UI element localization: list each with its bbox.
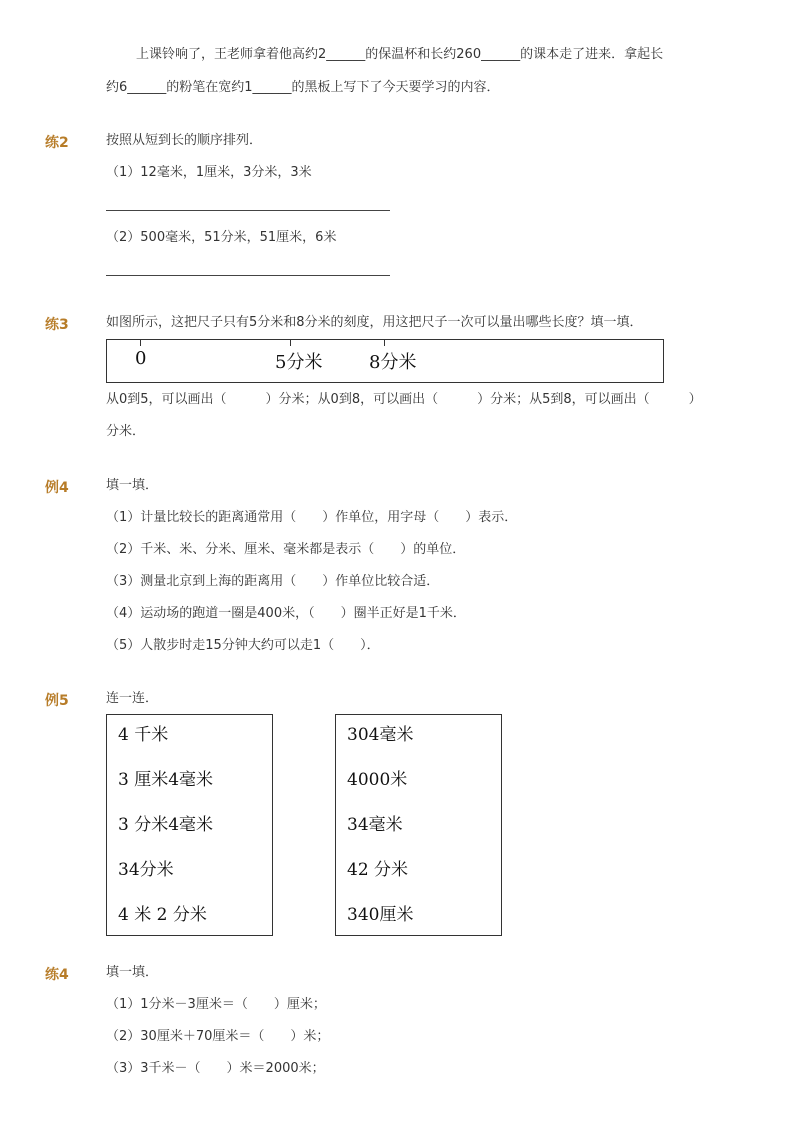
exercise-2-label: 练2: [45, 135, 69, 151]
answer-line-2: [106, 275, 390, 276]
intro-line-1: 上课铃响了，王老师拿着他高约2______的保温杯和长约260______的课本走了进来．拿起长: [136, 47, 664, 62]
exercise-4-label: 练4: [45, 967, 69, 983]
match-right-item[interactable]: 42 分米: [347, 860, 409, 880]
example-4-title: 填一填．: [106, 478, 159, 493]
example-5-label: 例5: [45, 693, 69, 709]
match-left-item[interactable]: 4 千米: [118, 725, 169, 745]
exercise-4-item-2: （2）30厘米＋70厘米＝（ ）米；: [106, 1029, 330, 1044]
match-right-item[interactable]: 4000米: [347, 770, 408, 790]
exercise-4-item-1: （1）1分米－3厘米＝（ ）厘米；: [106, 997, 326, 1012]
match-right-item[interactable]: 304毫米: [347, 725, 414, 745]
intro-line-2: 约6______的粉笔在宽约1______的黑板上写下了今天要学习的内容．: [106, 80, 500, 95]
ruler-tick-8: [384, 340, 385, 346]
example-4-label: 例4: [45, 480, 69, 496]
example-4-item-3: （3）测量北京到上海的距离用（ ）作单位比较合适．: [106, 574, 440, 589]
match-left-item[interactable]: 34分米: [118, 860, 174, 880]
exercise-3-answer-line-2: 分米．: [106, 424, 146, 439]
ruler-tick-0: [140, 340, 141, 346]
example-4-item-2: （2）千米、米、分米、厘米、毫米都是表示（ ）的单位．: [106, 542, 466, 557]
example-4-item-4: （4）运动场的跑道一圈是400米，（ ）圈半正好是1千米．: [106, 606, 466, 621]
answer-line-1: [106, 210, 390, 211]
ruler-label-8: 8分米: [369, 352, 417, 373]
match-left-item[interactable]: 4 米 2 分米: [118, 905, 207, 925]
exercise-4-title: 填一填．: [106, 965, 159, 980]
match-left-box: [106, 714, 273, 936]
match-right-item[interactable]: 340厘米: [347, 905, 414, 925]
match-right-item[interactable]: 34毫米: [347, 815, 403, 835]
example-4-item-1: （1）计量比较长的距离通常用（ ）作单位，用字母（ ）表示．: [106, 510, 518, 525]
match-right-box: [335, 714, 502, 936]
ruler-tick-5: [290, 340, 291, 346]
example-5-title: 连一连．: [106, 691, 159, 706]
exercise-3-answer-line-1: 从0到5，可以画出（ ）分米；从0到8，可以画出（ ）分米；从5到8，可以画出（ ）: [106, 392, 702, 407]
match-left-item[interactable]: 3 分米4毫米: [118, 815, 214, 835]
exercise-4-item-3: （3）3千米－（ ）米＝2000米；: [106, 1061, 325, 1076]
exercise-2-q1: （1）12毫米，1厘米，3分米，3米: [106, 165, 312, 180]
ruler-figure: [106, 339, 664, 383]
exercise-2-title: 按照从短到长的顺序排列．: [106, 133, 263, 148]
exercise-3-label: 练3: [45, 317, 69, 333]
exercise-2-q2: （2）500毫米，51分米，51厘米，6米: [106, 230, 337, 245]
match-left-item[interactable]: 3 厘米4毫米: [118, 770, 214, 790]
ruler-label-5: 5分米: [275, 352, 323, 373]
example-4-item-5: （5）人散步时走15分钟大约可以走1（ ）．: [106, 638, 380, 653]
ruler-label-0: 0: [135, 348, 147, 369]
exercise-3-title: 如图所示，这把尺子只有5分米和8分米的刻度，用这把尺子一次可以量出哪些长度？填一填．: [106, 315, 643, 330]
